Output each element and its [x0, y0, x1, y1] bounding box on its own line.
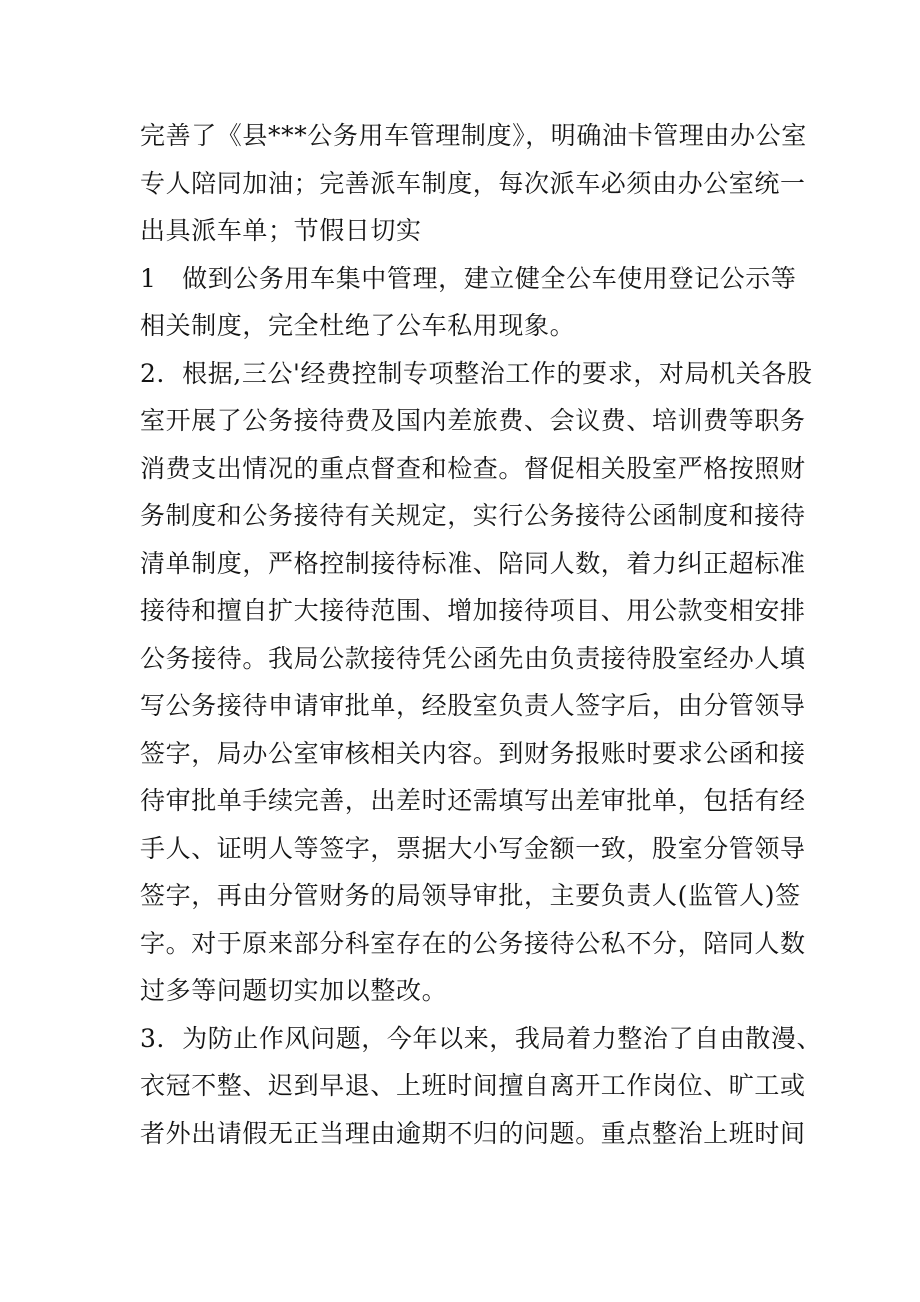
text-line: 1 做到公务用车集中管理，建立健全公车使用登记公示等 — [140, 263, 797, 293]
text-line: 消费支出情况的重点督查和检查。督促相关股室严格按照财 — [140, 453, 806, 483]
text-line: 完善了《县***公务用车管理制度》，明确油卡管理由办公室 — [140, 121, 807, 150]
text-line: 衣冠不整、迟到早退、上班时间擅自离开工作岗位、旷工或 — [140, 1071, 806, 1100]
text-line: 公务接待。我局公款接待凭公函先由负责接待股室经办人填 — [140, 643, 806, 673]
paragraph-item-3 — [140, 1015, 823, 1158]
text-line: 写公务接待申请审批单，经股室负责人签字后，由分管领导 — [140, 691, 806, 720]
paragraph-item-1 — [140, 255, 812, 350]
text-line: 相关制度，完全杜绝了公车私用现象。 — [140, 311, 576, 340]
text-line: 出具派车单；节假日切实 — [140, 216, 422, 245]
paragraph-item-2 — [140, 350, 812, 1015]
text-line: 签字，局办公室审核相关内容。到财务报账时要求公函和接 — [140, 738, 806, 768]
paragraph-vehicle-management — [140, 112, 812, 255]
text-line: 2．根据,三公'经费控制专项整治工作的要求，对局机关各股 — [140, 358, 813, 388]
text-line: 者外出请假无正当理由逾期不归的问题。重点整治上班时间 — [140, 1118, 806, 1148]
text-line: 务制度和公务接待有关规定，实行公务接待公函制度和接待 — [140, 501, 806, 530]
text-line: 字。对于原来部分科室存在的公务接待公私不分，陪同人数 — [140, 928, 806, 958]
text-line: 接待和擅自扩大接待范围、增加接待项目、用公款变相安排 — [140, 596, 806, 625]
text-line: 清单制度，严格控制接待标准、陪同人数，着力纠正超标准 — [140, 548, 806, 578]
text-line: 专人陪同加油；完善派车制度，每次派车必须由办公室统一 — [140, 168, 806, 198]
text-line: 3．为防止作风问题，今年以来，我局着力整治了自由散漫、 — [140, 1023, 823, 1053]
text-line: 室开展了公务接待费及国内差旅费、会议费、培训费等职务 — [140, 406, 806, 435]
text-line: 手人、证明人等签字，票据大小写金额一致，股室分管领导 — [140, 833, 806, 863]
text-line: 过多等问题切实加以整改。 — [140, 976, 448, 1005]
document-body — [140, 112, 823, 1157]
text-line: 待审批单手续完善，出差时还需填写出差审批单，包括有经 — [140, 786, 806, 815]
text-line: 签字，再由分管财务的局领导审批，主要负责人(监管人)签 — [140, 881, 801, 910]
